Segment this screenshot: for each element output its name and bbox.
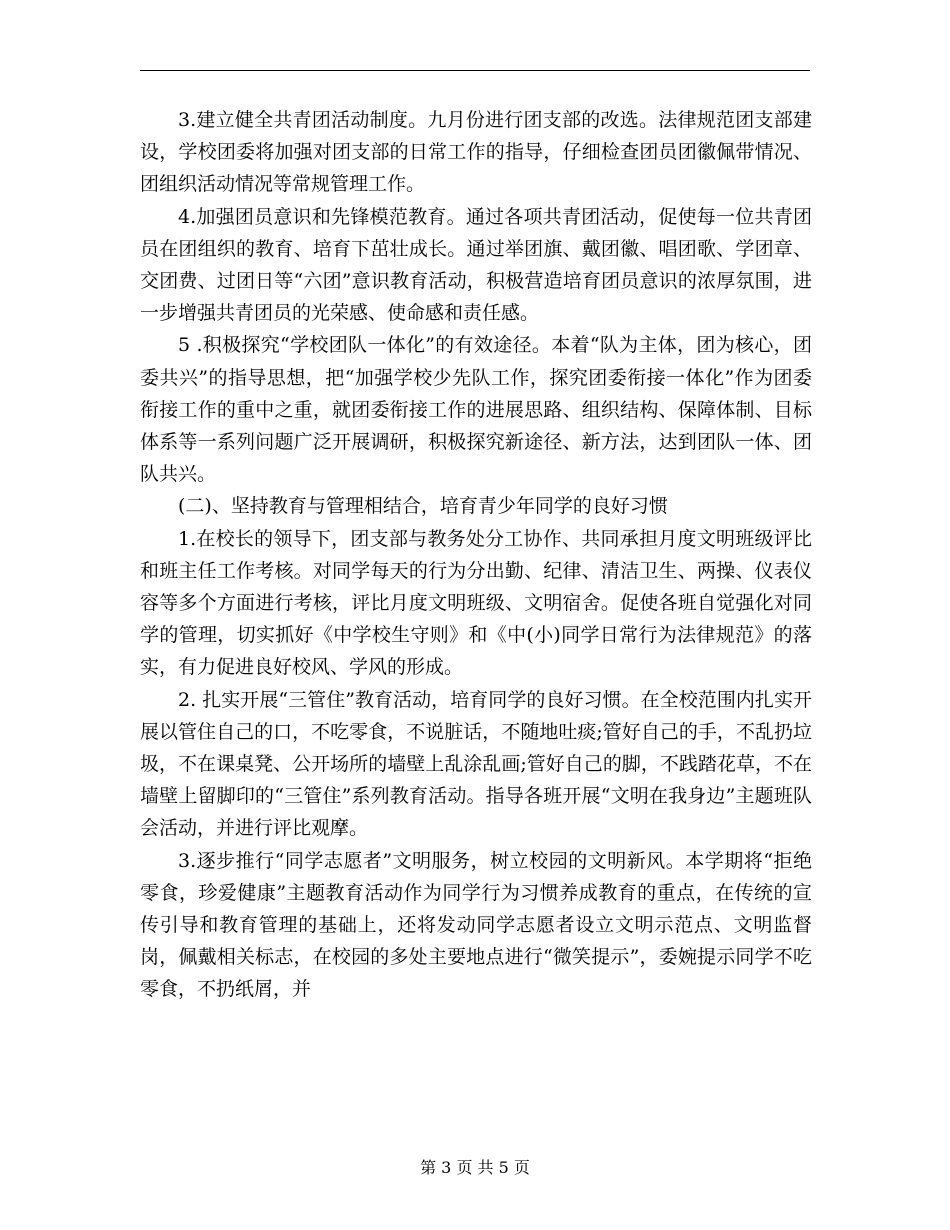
paragraph: 5 .积极探究“学校团队一体化”的有效途径。本着“队为主体，团为核心，团委共兴”的指导思想，把“加强学校少先队工作，探究团委衔接一体化”作为团委衔接工作的重中之重，就团委衔接工作的进展思路、组织结构、保障体制、目标体系等一系列问题广泛开展调研，积极探究新途径、新方法，达到团队一体、团队共兴。 xyxy=(140,334,812,486)
document-body xyxy=(140,104,812,1006)
paragraph: 4.加强团员意识和先锋模范教育。通过各项共青团活动，促使每一位共青团员在团组织的教育、培育下茁壮成长。通过举团旗、戴团徽、唱团歌、学团章、交团费、过团日等“六团”意识教育活动，积极营造培育团员意识的浓厚氛围，进一步增强共青团员的光荣感、使命感和责任感。 xyxy=(140,205,812,325)
header-rule xyxy=(140,70,810,71)
paragraph: 3.建立健全共青团活动制度。九月份进行团支部的改选。法律规范团支部建设，学校团委将加强对团支部的日常工作的指导，仔细检查团员团徽佩带情况、团组织活动情况等常规管理工作。 xyxy=(140,109,812,196)
page-number-footer: 第 3 页 共 5 页 xyxy=(420,1158,530,1177)
paragraph: 1.在校长的领导下，团支部与教务处分工协作、共同承担月度文明班级评比和班主任工作考核。对同学每天的行为分出勤、纪律、清洁卫生、两操、仪表仪容等多个方面进行考核，评比月度文明班级、文明宿舍。促使各班自觉强化对同学的管理，切实抓好《中学校生守则》和《中(小)同学日常行为法律规范》的落实，有力促进良好校风、学风的形成。 xyxy=(140,527,812,679)
paragraph: 3.逐步推行“同学志愿者”文明服务，树立校园的文明新风。本学期将“拒绝零食，珍爱健康”主题教育活动作为同学行为习惯养成教育的重点，在传统的宣传引导和教育管理的基础上，还将发动同学志愿者设立文明示范点、文明监督岗，佩戴相关标志，在校园的多处主要地点进行“微笑提示”，委婉提示同学不吃零食，不扔纸屑，并 xyxy=(140,849,812,1001)
paragraph: 2. 扎实开展“三管住”教育活动，培育同学的良好习惯。在全校范围内扎实开展以管住自己的口，不吃零食，不说脏话，不随地吐痰;管好自己的手，不乱扔垃圾，不在课桌凳、公开场所的墙壁上乱涂乱画;管好自己的脚，不践踏花草，不在墙壁上留脚印的“三管住”系列教育活动。指导各班开展“文明在我身边”主题班队会活动，并进行评比观摩。 xyxy=(140,688,812,840)
section-heading: (二)、坚持教育与管理相结合，培育青少年同学的良好习惯 xyxy=(178,495,668,518)
